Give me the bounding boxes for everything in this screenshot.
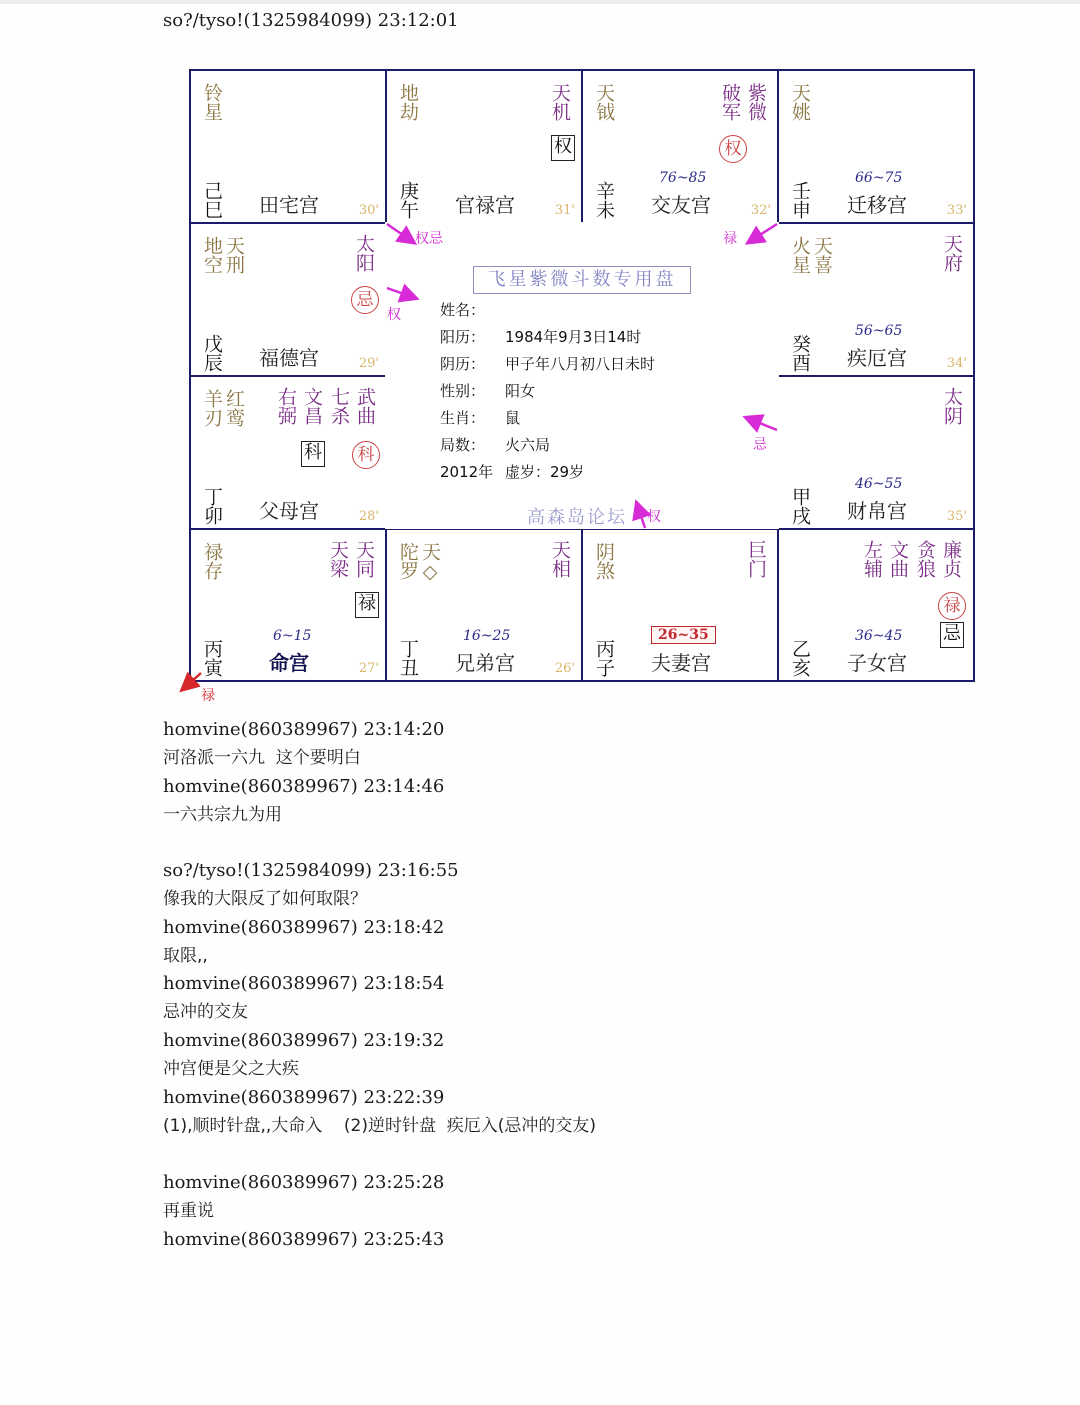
major-star: 天府 [941,234,963,272]
stem-branch: 己巳 [201,181,223,219]
message-header: homvine(860389967) 23:18:54 [163,973,445,994]
message-header: homvine(860389967) 23:19:32 [163,1030,445,1051]
minor-star: 地空 [201,236,223,274]
hua-quan-circle: 权 [719,135,747,163]
flying-label-lu: 禄 [723,231,737,247]
major-star: 武曲 [354,387,376,425]
stem-branch: 辛未 [593,181,615,219]
major-star: 贪狼 [914,540,936,578]
message-header: homvine(860389967) 23:18:42 [163,917,445,938]
age: 30' [358,203,379,218]
palace-name: 财帛宫 [847,499,907,523]
major-star: 文昌 [301,387,323,425]
major-star: 天机 [549,83,571,121]
minor-star: 铃星 [201,83,223,121]
decade-range: 56~65 [855,323,903,339]
palace-name: 官禄宫 [455,193,515,217]
info-name: 姓名： [440,301,486,319]
hua-lu-box: 禄 [355,592,379,618]
hua-quan-box: 权 [551,135,575,161]
chart-title: 飞星紫微斗数专用盘 [473,266,691,294]
palace-name: 父母宫 [259,499,319,523]
palace-name: 夫妻宫 [651,651,711,675]
flying-label-ji: 忌 [753,437,767,453]
message-header: homvine(860389967) 23:25:43 [163,1229,445,1250]
decade-range: 6~15 [273,628,312,644]
message-text: 像我的大限反了如何取限？ [163,889,367,909]
message-header: so?/tyso!(1325984099) 23:16:55 [163,860,459,881]
age: 34' [946,356,967,371]
stem-branch: 癸酉 [789,334,811,372]
stem-branch: 丙子 [593,639,615,677]
age: 28' [358,509,379,524]
major-star: 紫微 [745,83,767,121]
decade-range: 76~85 [659,170,707,186]
age: 31' [554,203,575,218]
info-lunar: 阴历： 甲子年八月初八日未时 [440,355,656,373]
hua-ji-circle: 忌 [351,286,379,314]
major-star: 左辅 [861,540,883,578]
message-text: 一六共宗九为用 [163,805,282,825]
major-star: 天梁 [327,540,349,578]
flying-label-quan-bottom: 权 [647,509,661,525]
minor-star: 红鸾 [223,389,245,427]
stem-branch: 乙亥 [789,639,811,677]
message-header: homvine(860389967) 23:14:46 [163,776,445,797]
age: 32' [750,203,771,218]
major-star: 文曲 [887,540,909,578]
decade-range: 46~55 [855,476,903,492]
major-star: 天相 [549,540,571,578]
hua-ke-circle: 科 [352,441,380,469]
minor-star: 天喜 [811,236,833,274]
ziwei-chart [189,69,975,704]
stem-branch: 戊辰 [201,334,223,372]
message-header: homvine(860389967) 23:25:28 [163,1172,445,1193]
message-text: 冲宫便是父之大疾 [163,1059,299,1079]
message-text: 取限,, [163,946,208,966]
message-header: homvine(860389967) 23:22:39 [163,1087,445,1108]
forum-watermark: 高森岛论坛 [527,507,627,528]
flying-label-quan-ji: 权忌 [415,231,443,247]
major-star: 七杀 [328,387,350,425]
palace-name: 兄弟宫 [455,651,515,675]
message-text: 河洛派一六九 这个要明白 [163,748,361,768]
decade-range: 36~45 [855,628,903,644]
major-star: 廉贞 [940,540,962,578]
stem-branch: 庚午 [397,181,419,219]
major-star: 太阴 [941,387,963,425]
palace-name: 交友宫 [651,193,711,217]
palace-name: 疾厄宫 [847,346,907,370]
top-divider [0,0,1080,4]
info-zodiac: 生肖： 鼠 [440,409,521,427]
palace-name: 子女宫 [847,651,907,675]
minor-star: 天◇ [419,542,441,583]
decade-range: 66~75 [855,170,903,186]
chat-header-first: so?/tyso!(1325984099) 23:12:01 [163,10,459,31]
decade-range: 16~25 [463,628,511,644]
age: 29' [358,356,379,371]
age: 26' [554,661,575,676]
decade-range-current: 26~35 [651,626,716,644]
minor-star: 天姚 [789,83,811,121]
major-star: 太阳 [353,234,375,272]
hua-ke-box: 科 [301,441,325,467]
message-text: 再重说 [163,1201,214,1221]
major-star: 破军 [719,83,741,121]
info-solar: 阳历： 1984年9月3日14时 [440,328,642,346]
hua-ji-box: 忌 [940,622,964,648]
age: 27' [358,661,379,676]
palace-name: 命宫 [269,651,309,675]
minor-star: 阴煞 [593,542,615,580]
age: 33' [946,203,967,218]
palace-name: 迁移宫 [847,193,907,217]
minor-star: 陀罗 [397,542,419,580]
message-header: homvine(860389967) 23:14:20 [163,719,445,740]
stem-branch: 丙寅 [201,639,223,677]
age: 35' [946,509,967,524]
major-star: 巨门 [745,540,767,578]
flying-label-quan: 权 [387,307,401,323]
major-star: 右弼 [275,387,297,425]
info-gender: 性别： 阳女 [440,382,536,400]
palace-name: 田宅宫 [259,193,319,217]
minor-star: 火星 [789,236,811,274]
stem-branch: 甲戌 [789,487,811,525]
minor-star: 天刑 [223,236,245,274]
minor-star: 天钺 [593,83,615,121]
palace-name: 福德宫 [259,346,319,370]
minor-star: 禄存 [201,542,223,580]
minor-star: 地劫 [397,83,419,121]
stem-branch: 丁丑 [397,639,419,677]
info-age: 2012年 虚岁：29岁 [440,463,585,481]
message-text: 忌冲的交友 [163,1002,248,1022]
flying-label-lu-outside: 禄 [201,688,215,704]
stem-branch: 丁卯 [201,487,223,525]
outside-arrow [189,69,975,709]
major-star: 天同 [353,540,375,578]
minor-star: 羊刃 [201,389,223,427]
message-text: (1),顺时针盘,,大命入 (2)逆时针盘 疾厄入(忌冲的交友) [163,1116,597,1136]
stem-branch: 壬申 [789,181,811,219]
info-bureau: 局数： 火六局 [440,436,551,454]
hua-lu-circle: 禄 [938,592,966,620]
